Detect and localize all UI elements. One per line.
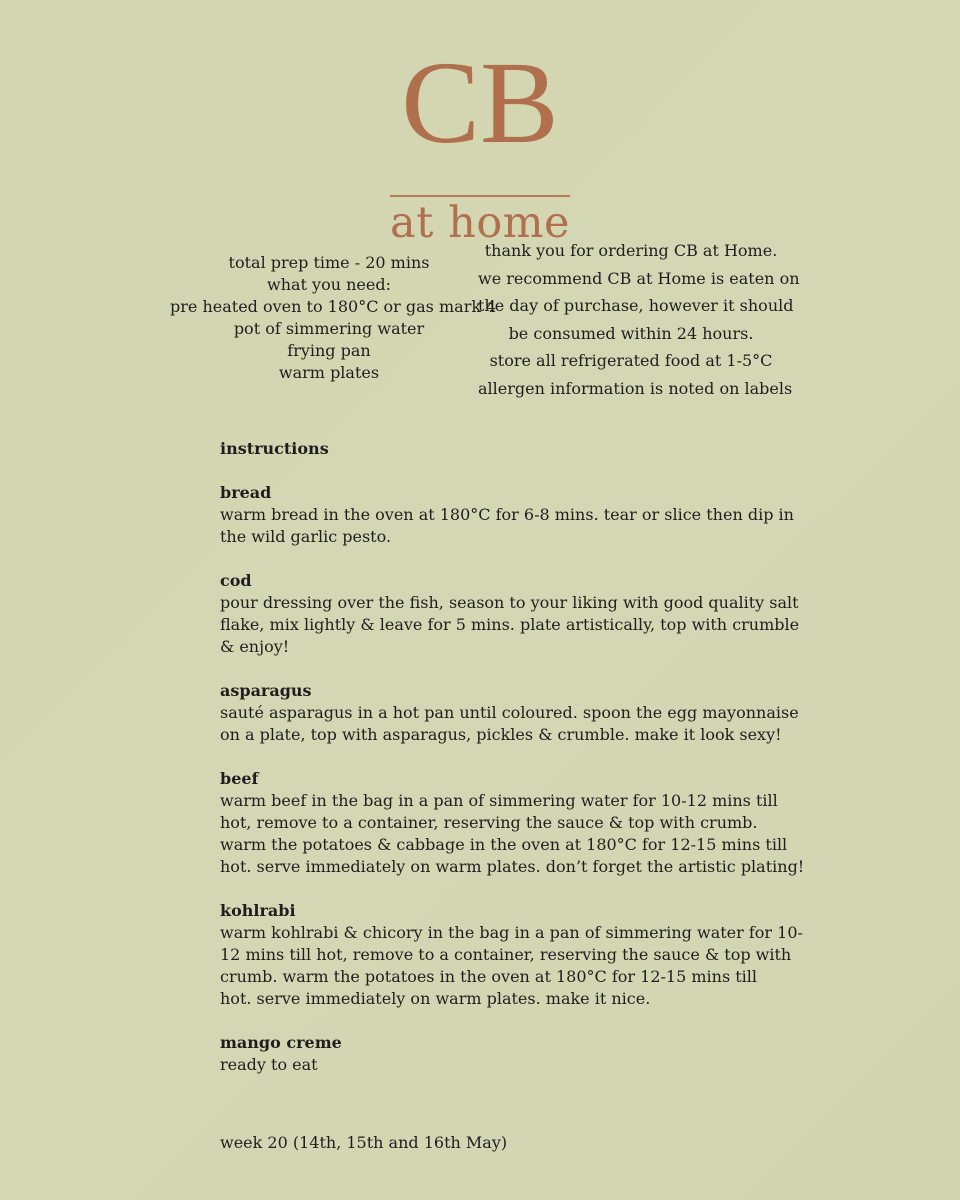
instructions-block — [220, 438, 805, 1076]
section-heading: kohlrabi — [220, 901, 296, 920]
section-heading: mango creme — [220, 1033, 342, 1052]
logo-subtitle: at home — [390, 198, 570, 248]
logo-divider — [390, 195, 570, 197]
section-line: hot. serve immediately on warm plates. don’t forget the artistic plating! — [220, 857, 805, 876]
section-kohlrabi — [220, 900, 803, 1010]
section-line: the wild garlic pesto. — [220, 527, 392, 546]
note-line: allergen information is noted on labels — [478, 378, 793, 398]
section-bread — [220, 482, 794, 548]
note-line: thank you for ordering CB at Home. — [484, 241, 778, 260]
note-line: we recommend CB at Home is eaten on — [478, 268, 800, 288]
prep-line: what you need: — [267, 275, 391, 294]
section-line: warm beef in the bag in a pan of simmering water for 10-12 mins till — [220, 791, 778, 810]
section-line: sauté asparagus in a hot pan until coloured. spoon the egg mayonnaise — [220, 703, 799, 722]
section-cod — [220, 570, 800, 658]
section-line: hot. serve immediately on warm plates. make it nice. — [220, 989, 651, 1008]
section-heading: asparagus — [220, 681, 312, 700]
cb-logo — [380, 34, 580, 248]
prep-requirements — [170, 252, 497, 384]
section-line: & enjoy! — [220, 637, 290, 656]
section-line: warm bread in the oven at 180°C for 6-8 mins. tear or slice then dip in — [220, 505, 794, 524]
prep-line: total prep time - 20 mins — [228, 253, 430, 272]
section-heading: bread — [220, 483, 272, 502]
section-mango-creme — [220, 1032, 780, 1076]
prep-line: warm plates — [278, 363, 380, 382]
prep-line: pot of simmering water — [233, 319, 425, 338]
note-line: store all refrigerated food at 1-5°C — [489, 351, 773, 370]
note-line: be consumed within 24 hours. — [508, 323, 754, 343]
prep-line: pre heated oven to 180°C or gas mark 4 — [170, 297, 497, 316]
section-line: warm the potatoes & cabbage in the oven at 180°C for 12-15 mins till — [220, 835, 788, 854]
logo-monogram: CB — [401, 37, 559, 154]
section-line: warm kohlrabi & chicory in the bag in a pan of simmering water for 10- — [220, 923, 803, 942]
cb-monogram-logo — [380, 34, 580, 154]
instructions-title: instructions — [220, 439, 329, 458]
ordering-notes — [478, 237, 800, 402]
note-line: the day of purchase, however it should — [478, 296, 794, 315]
section-line: 12 mins till hot, remove to a container, reserving the sauce & top with — [220, 945, 792, 964]
section-line: pour dressing over the fish, season to your liking with good quality salt — [220, 593, 799, 612]
section-line: crumb. warm the potatoes in the oven at 180°C for 12-15 mins till — [220, 967, 758, 986]
section-line: ready to eat — [220, 1055, 318, 1074]
section-line: flake, mix lightly & leave for 5 mins. plate artistically, top with crumble — [220, 615, 800, 634]
prep-line: frying pan — [287, 341, 371, 360]
week-note: week 20 (14th, 15th and 16th May) — [220, 1133, 508, 1152]
section-beef — [220, 768, 805, 878]
section-asparagus — [220, 680, 799, 746]
section-heading: cod — [220, 571, 252, 590]
section-heading: beef — [220, 769, 259, 788]
section-line: hot, remove to a container, reserving the sauce & top with crumb. — [220, 813, 758, 832]
section-line: on a plate, top with asparagus, pickles & crumble. make it look sexy! — [220, 725, 782, 744]
